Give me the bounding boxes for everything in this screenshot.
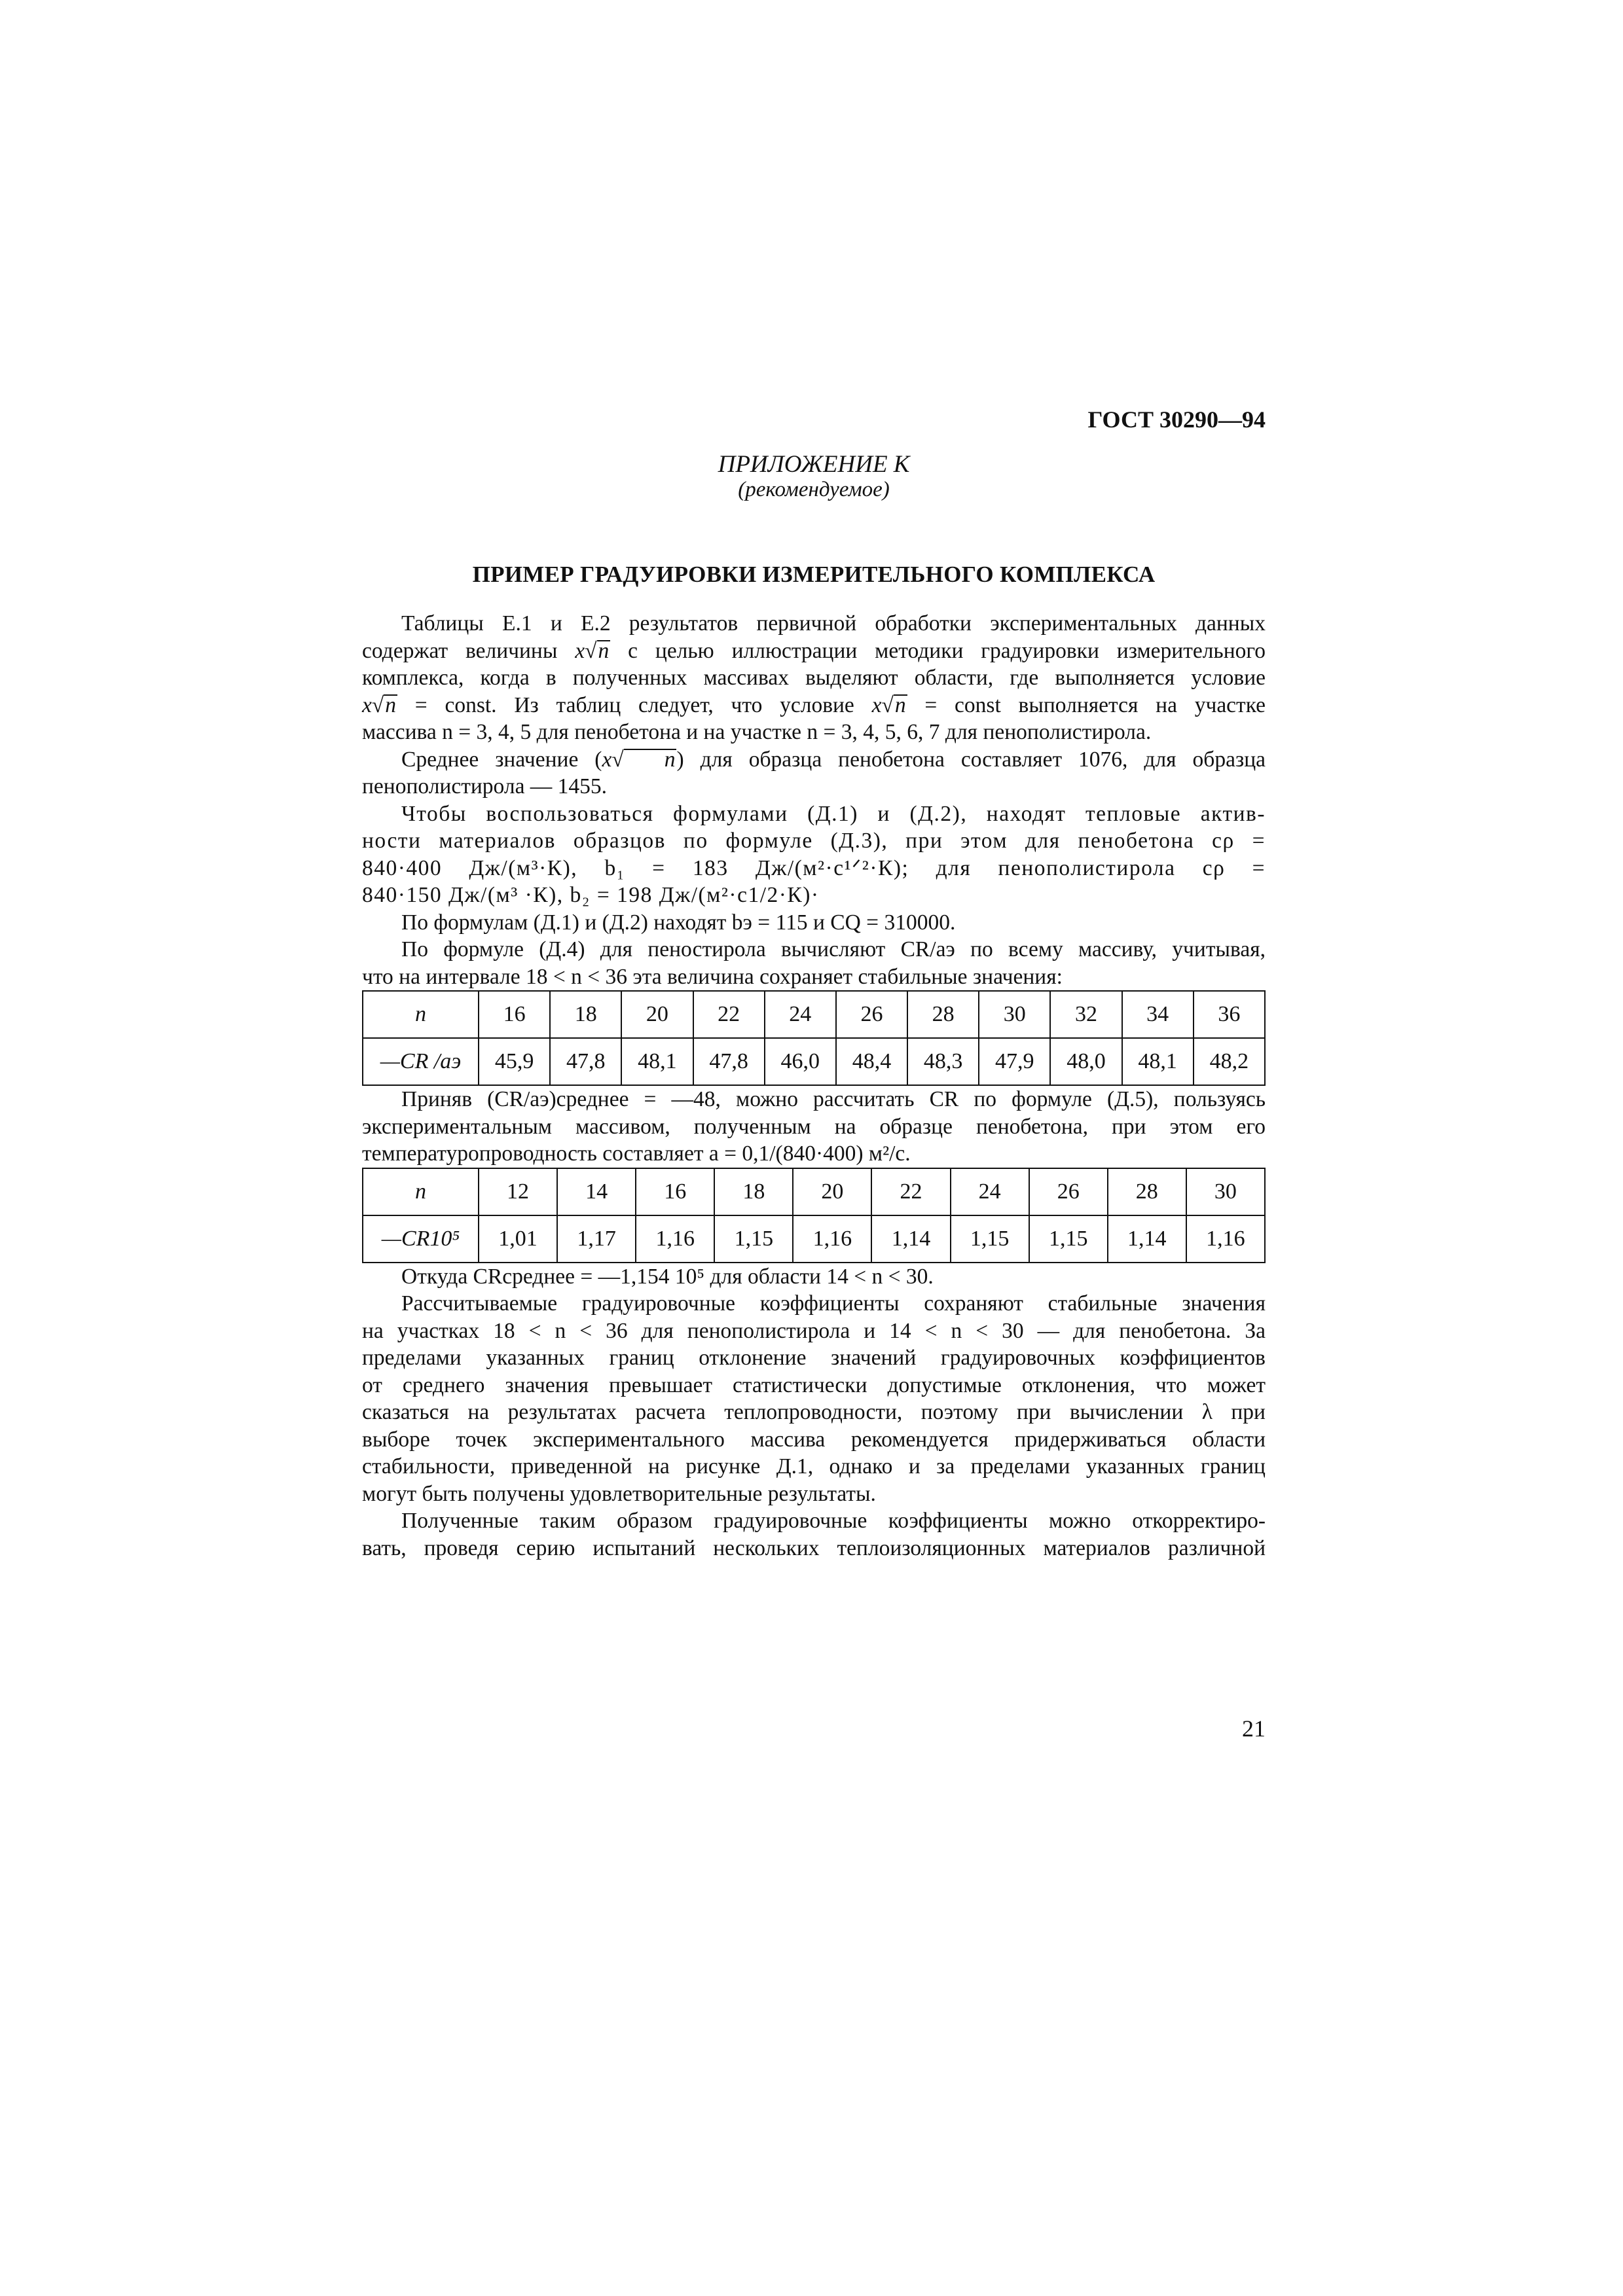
paragraph-6	[362, 1086, 1266, 1168]
paragraph-2-line-2: пенополистирола — 1455.	[362, 774, 608, 798]
table-cell: 47,8	[693, 1038, 765, 1085]
paragraph-5-line-2: что на интервале 18 < n < 36 эта величина сохраняет стабильные значения:	[362, 964, 1063, 989]
paragraph-6-line-3: температуропроводность составляет a = 0,1/(840·400) м²/с.	[362, 1141, 911, 1166]
paragraph-8-line-2: на участках 18 < n < 36 для пенополистирола и 14 < n < 30 — для пенобетона. За	[362, 1318, 1266, 1343]
math-n: n	[624, 749, 677, 770]
table-cell: 1,01	[479, 1215, 557, 1263]
appendix-status: (рекомендуемое)	[738, 478, 890, 501]
table-row	[363, 1168, 1265, 1215]
table-cell: 46,0	[765, 1038, 836, 1085]
paragraph-8-line-7: стабильности, приведенной на рисунке Д.1, однако и за пределами указанных границ	[362, 1454, 1266, 1479]
table-cell: 48,1	[621, 1038, 693, 1085]
paragraph-5-line-1: По формуле (Д.4) для пеностирола вычисляют CR/aэ по всему массиву, учитывая,	[401, 937, 1266, 961]
table-cell: 1,15	[951, 1215, 1029, 1263]
text-fragment: Среднее значение (	[401, 747, 602, 772]
table-cell: 1,15	[714, 1215, 793, 1263]
table-cell: 16	[636, 1168, 714, 1215]
appendix-label: ПРИЛОЖЕНИЕ К	[718, 451, 910, 478]
paragraph-3-line-2: ности материалов образцов по формуле (Д.3), при этом для пенобетона cρ =	[362, 829, 1266, 853]
text-fragment: = const выполняется на участке	[924, 692, 1266, 717]
table-row-label: —CR10⁵	[363, 1215, 479, 1263]
table-cell: 48,2	[1194, 1038, 1265, 1085]
table-cell: 30	[979, 991, 1050, 1038]
math-x: x	[362, 692, 372, 717]
math-x: x	[575, 638, 585, 663]
table-cell: 1,16	[793, 1215, 871, 1263]
table-cell: 48,0	[1050, 1038, 1122, 1085]
table-cell: 1,14	[871, 1215, 950, 1263]
table-cell: 26	[1029, 1168, 1108, 1215]
table-cell: 28	[907, 991, 979, 1038]
table-cell: 47,8	[550, 1038, 621, 1085]
table-cell: 22	[871, 1168, 950, 1215]
math-x: x	[871, 692, 882, 717]
paragraph-3-line-1: Чтобы воспользоваться формулами (Д.1) и (Д.2), находят тепловые актив-	[401, 801, 1266, 826]
table-cell: 16	[479, 991, 550, 1038]
paragraph-2-line-1	[362, 746, 1266, 774]
paragraph-8-line-4: от среднего значения превышает статистически допустимые отклонения, что может	[362, 1372, 1266, 1397]
table-cell: 1,17	[557, 1215, 636, 1263]
paragraph-8	[362, 1290, 1266, 1507]
table-cell: 24	[951, 1168, 1029, 1215]
sqrt-symbol: √	[371, 692, 384, 717]
table-row	[363, 1038, 1265, 1085]
table-cell: 14	[557, 1168, 636, 1215]
document-code: ГОСТ 30290—94	[1087, 406, 1266, 433]
paragraph-7	[362, 1263, 1266, 1291]
table-cell: 48,4	[836, 1038, 907, 1085]
paragraph-8-line-6: выборе точек экспериментального массива рекомендуется придерживаться области	[362, 1427, 1266, 1452]
math-n: n	[385, 692, 397, 717]
paragraph-8-line-5: сказаться на результатах расчета теплопроводности, поэтому при вычислении λ при	[362, 1400, 1266, 1424]
math-n: n	[894, 692, 906, 717]
paragraph-1-line-1: Таблицы Е.1 и Е.2 результатов первичной обработки экспериментальных данных	[401, 611, 1266, 636]
paragraph-3-line-3: 840·400 Дж/(м³·К), b₁ = 183 Дж/(м²·с¹ᐟ²·К); для пенополистирола cρ =	[362, 855, 1266, 880]
section-title: ПРИМЕР ГРАДУИРОВКИ ИЗМЕРИТЕЛЬНОГО КОМПЛЕКСА	[472, 562, 1156, 587]
sqrt-symbol: √	[881, 692, 894, 717]
table-cell: 1,16	[636, 1215, 714, 1263]
table-cell: 45,9	[479, 1038, 550, 1085]
table-row-label: —CR /aэ	[363, 1038, 479, 1085]
paragraph-6-line-1: Приняв (CR/aэ)среднее = —48, можно рассчитать CR по формуле (Д.5), пользуясь	[401, 1087, 1266, 1111]
paragraph-4	[362, 909, 1266, 937]
paragraph-7-line-1: Откуда CRсреднее = —1,154 10⁵ для области 14 < n < 30.	[401, 1264, 934, 1289]
table-cell: 32	[1050, 991, 1122, 1038]
paragraph-8-line-3: пределами указанных границ отклонение значений градуировочных коэффициентов	[362, 1346, 1266, 1370]
paragraph-3	[362, 800, 1266, 909]
paragraph-4-line-1: По формулам (Д.1) и (Д.2) находят bэ = 115 и CQ = 310000.	[401, 910, 956, 935]
table-cell: 48,1	[1122, 1038, 1194, 1085]
paragraph-1-line-5: массива n = 3, 4, 5 для пенобетона и на участке n = 3, 4, 5, 6, 7 для пенополистирола.	[362, 720, 1152, 744]
table-cell: 22	[693, 991, 765, 1038]
paragraph-5	[362, 936, 1266, 990]
paragraph-2	[362, 746, 1266, 800]
table-cell: 1,15	[1029, 1215, 1108, 1263]
paragraph-3-line-4: 840·150 Дж/(м³ ·К), b₂ = 198 Дж/(м²·с1/2·К)·	[362, 883, 820, 907]
table-cell: 18	[550, 991, 621, 1038]
page-content	[362, 406, 1266, 1562]
table-cell: 36	[1194, 991, 1265, 1038]
table-row	[363, 1215, 1265, 1263]
table-row	[363, 991, 1265, 1038]
table-cell: 26	[836, 991, 907, 1038]
text-fragment: ) для образца пенобетона составляет 1076, для образца	[676, 747, 1266, 772]
table-cr-ae	[362, 990, 1266, 1086]
paragraph-9-line-2: вать, проведя серию испытаний нескольких теплоизоляционных материалов различной	[362, 1535, 1266, 1560]
paragraph-1-line-3: комплекса, когда в полученных массивах выделяют области, где выполняется условие	[362, 666, 1266, 690]
table-cell: 18	[714, 1168, 793, 1215]
paragraph-1-line-4	[362, 692, 1266, 719]
paragraph-8-line-1: Рассчитываемые градуировочные коэффициенты сохраняют стабильные значения	[401, 1291, 1266, 1316]
table-cell: 30	[1186, 1168, 1265, 1215]
table-cell: 28	[1108, 1168, 1186, 1215]
paragraph-1-line-2	[362, 637, 1266, 665]
sqrt-symbol: √	[611, 747, 624, 772]
text-fragment: = const. Из таблиц следует, что условие	[414, 692, 854, 717]
table-cell: 12	[479, 1168, 557, 1215]
paragraph-9-line-1: Полученные таким образом градуировочные коэффициенты можно откорректиро-	[401, 1509, 1266, 1533]
paragraph-9	[362, 1507, 1266, 1562]
table-cell: 20	[793, 1168, 871, 1215]
table-cr	[362, 1168, 1266, 1263]
math-n: n	[598, 638, 610, 663]
paragraph-6-line-2: экспериментальным массивом, полученным на образце пенобетона, при этом его	[362, 1114, 1266, 1139]
paragraph-1	[362, 610, 1266, 746]
table-row-label: n	[363, 991, 479, 1038]
text-fragment: содержат величины	[362, 638, 558, 663]
table-cell: 47,9	[979, 1038, 1050, 1085]
table-cell: 48,3	[907, 1038, 979, 1085]
table-cell: 20	[621, 991, 693, 1038]
table-cell: 1,16	[1186, 1215, 1265, 1263]
text-fragment: с целью иллюстрации методики градуировки измерительного	[628, 638, 1266, 663]
table-cell: 24	[765, 991, 836, 1038]
page-number: 21	[1242, 1715, 1266, 1742]
paragraph-8-line-8: могут быть получены удовлетворительные результаты.	[362, 1481, 876, 1506]
table-row-label: n	[363, 1168, 479, 1215]
sqrt-symbol: √	[585, 638, 597, 663]
table-cell: 34	[1122, 991, 1194, 1038]
table-cell: 1,14	[1108, 1215, 1186, 1263]
math-x: x	[602, 747, 612, 772]
